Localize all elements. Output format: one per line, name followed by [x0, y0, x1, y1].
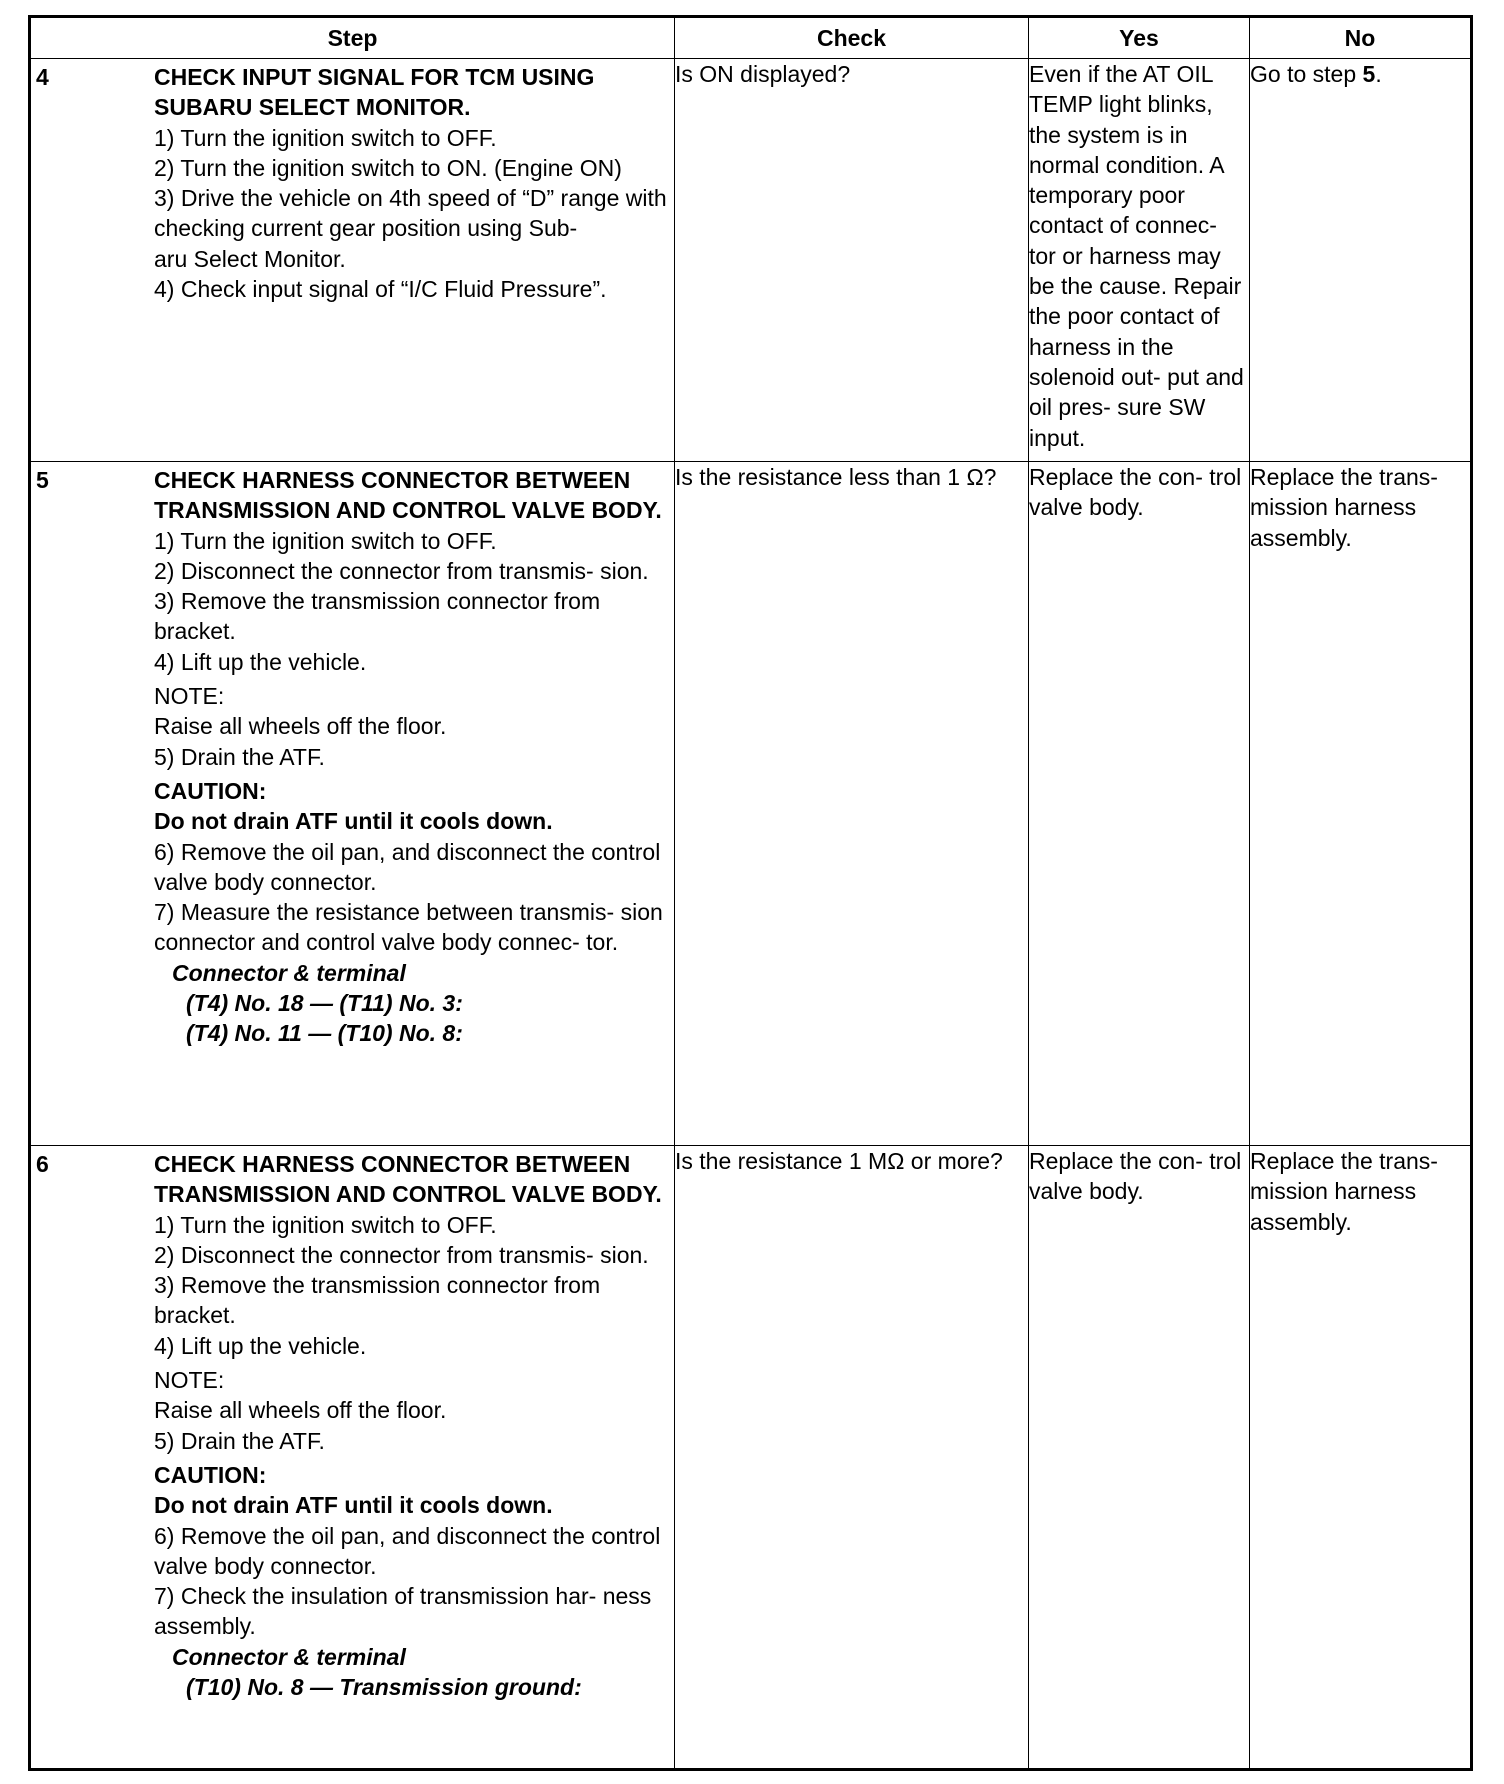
note-label: NOTE: — [154, 1367, 225, 1394]
step-cell — [30, 462, 675, 1146]
procedure-line: aru Select Monitor. — [154, 245, 346, 272]
yes-cell: Even if the AT OIL TEMP light blinks, the system is in normal condition. A temporary poor contact of connec- tor or harness may be the cause. Repair the poor contact of harness in the solenoid out- put and oil pres- sure SW input. — [1029, 59, 1250, 462]
step-reference: 5 — [1362, 61, 1376, 87]
table-row-step-6 — [30, 1146, 1472, 1770]
caution-text: Do not drain ATF until it cools down. — [154, 808, 553, 835]
check-cell: Is the resistance less than 1 Ω? — [675, 462, 1029, 1146]
note-label: NOTE: — [154, 683, 225, 710]
procedure-line: 1) Turn the ignition switch to OFF. — [154, 1211, 497, 1238]
header-check: Check — [675, 17, 1029, 59]
no-cell — [1250, 59, 1472, 462]
diagnostic-table — [28, 15, 1473, 1771]
step-procedure — [154, 59, 674, 304]
step-number: 4 — [36, 64, 49, 90]
step-procedure — [154, 462, 674, 1049]
caution-label: CAUTION: — [154, 1461, 267, 1488]
terminal-spec: (T10) No. 8 — Transmission ground: — [186, 1674, 582, 1701]
procedure-line: 4) Lift up the vehicle. — [154, 1332, 367, 1359]
step-procedure — [154, 1146, 674, 1702]
step-cell — [30, 59, 675, 462]
check-cell: Is the resistance 1 MΩ or more? — [675, 1146, 1029, 1770]
step-title: CHECK HARNESS CONNECTOR BETWEEN TRANSMISSION AND CONTROL VALVE BODY. — [154, 1151, 662, 1208]
procedure-line: 6) Remove the oil pan, and disconnect the control valve body connector. — [154, 1522, 661, 1579]
caution-label: CAUTION: — [154, 777, 267, 804]
header-no: No — [1250, 17, 1472, 59]
header-step: Step — [30, 17, 675, 59]
no-text: Go to step — [1250, 61, 1363, 87]
procedure-line: 7) Check the insulation of transmission har- ness assembly. — [154, 1583, 652, 1640]
procedure-line: 3) Drive the vehicle on 4th speed of “D” range with checking current gear position using Sub- — [154, 185, 667, 242]
caution-text: Do not drain ATF until it cools down. — [154, 1492, 553, 1519]
procedure-line: 2) Turn the ignition switch to ON. (Engine ON) — [154, 154, 622, 181]
step-number: 5 — [36, 467, 49, 493]
step-cell — [30, 1146, 675, 1770]
note-text: Raise all wheels off the floor. — [154, 713, 447, 740]
step-number: 6 — [36, 1151, 49, 1177]
procedure-line: 6) Remove the oil pan, and disconnect the control valve body connector. — [154, 838, 661, 895]
no-cell: Replace the trans- mission harness assembly. — [1250, 462, 1472, 1146]
procedure-line: 1) Turn the ignition switch to OFF. — [154, 527, 497, 554]
terminal-label: Connector & terminal — [172, 1643, 406, 1670]
table-row-step-5 — [30, 462, 1472, 1146]
header-row — [30, 17, 1472, 59]
yes-cell: Replace the con- trol valve body. — [1029, 1146, 1250, 1770]
terminal-spec: (T4) No. 11 — (T10) No. 8: — [186, 1020, 463, 1047]
note-text: Raise all wheels off the floor. — [154, 1397, 447, 1424]
step-title: CHECK HARNESS CONNECTOR BETWEEN TRANSMISSION AND CONTROL VALVE BODY. — [154, 467, 662, 524]
check-cell: Is ON displayed? — [675, 59, 1029, 462]
terminal-label: Connector & terminal — [172, 959, 406, 986]
procedure-line: 5) Drain the ATF. — [154, 1427, 325, 1454]
procedure-line: 4) Check input signal of “I/C Fluid Pressure”. — [154, 276, 607, 303]
procedure-line: 1) Turn the ignition switch to OFF. — [154, 124, 497, 151]
yes-cell: Replace the con- trol valve body. — [1029, 462, 1250, 1146]
procedure-line: 2) Disconnect the connector from transmis- sion. — [154, 1241, 649, 1268]
procedure-line: 3) Remove the transmission connector from bracket. — [154, 1272, 601, 1329]
no-text-suffix: . — [1375, 61, 1382, 87]
procedure-line: 5) Drain the ATF. — [154, 743, 325, 770]
step-title: CHECK INPUT SIGNAL FOR TCM USING SUBARU SELECT MONITOR. — [154, 64, 595, 121]
procedure-line: 7) Measure the resistance between transmis- sion connector and control valve body connec- tor. — [154, 899, 663, 956]
terminal-spec: (T4) No. 18 — (T11) No. 3: — [186, 990, 463, 1017]
header-yes: Yes — [1029, 17, 1250, 59]
procedure-line: 2) Disconnect the connector from transmis- sion. — [154, 557, 649, 584]
table-row-step-4 — [30, 59, 1472, 462]
procedure-line: 3) Remove the transmission connector from bracket. — [154, 588, 601, 645]
procedure-line: 4) Lift up the vehicle. — [154, 648, 367, 675]
no-cell: Replace the trans- mission harness assembly. — [1250, 1146, 1472, 1770]
